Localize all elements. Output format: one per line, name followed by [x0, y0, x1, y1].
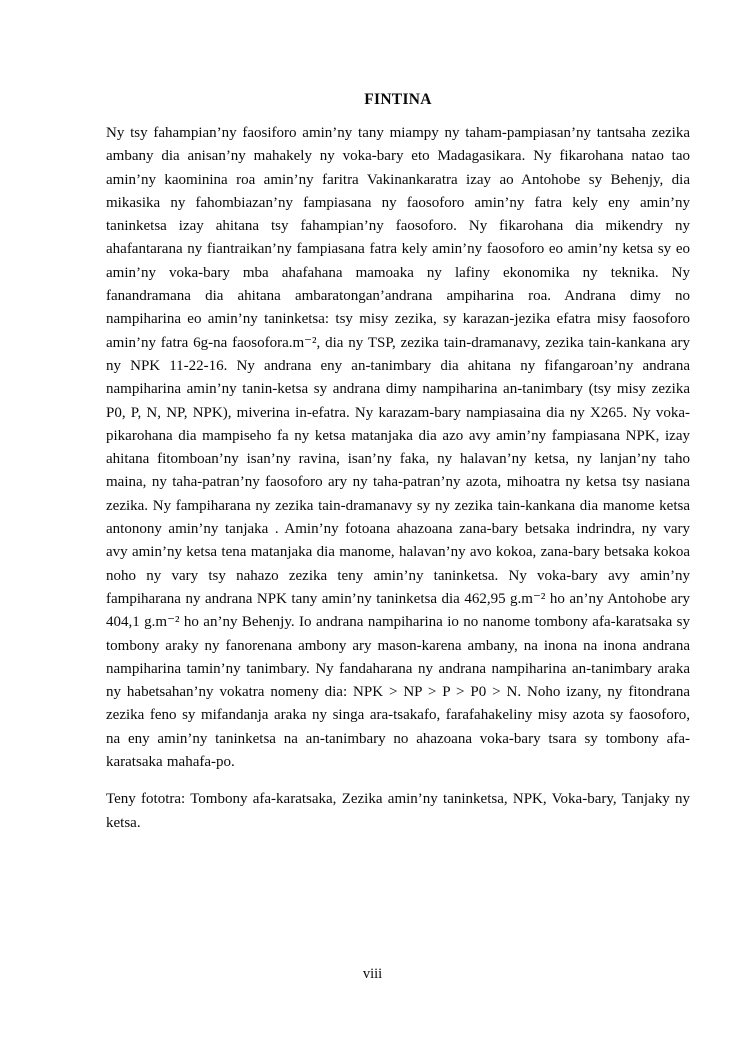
keywords-paragraph: Teny fototra: Tombony afa-karatsaka, Zezika amin’ny taninketsa, NPK, Voka-bary, Tanjaky ny ketsa. — [106, 791, 690, 831]
abstract-body-paragraph: Ny tsy fahampian’ny faosiforo amin’ny tany miampy ny taham-pampiasan’ny tantsaha zezika ambany dia anisan’ny mahakely ny voka-bary eto Madagasikara. Ny fikarohana natao tao amin’ny kaominina roa amin’ny faritra Vakinankaratra izay ao Antohobe sy Behenjy, dia mikasika ny fahombiazan’ny fampiasana ny faosoforo amin’ny fatra kely eny amin’ny taninketsa izay ahitana tsy fahampian’ny faosoforo. Ny fikarohana dia mikendry ny ahafantarana ny fiantraikan’ny fampiasana fatra kely amin’ny faosoforo eo amin’ny ketsa sy eo amin’ny voka-bary mba ahafahana mamoaka ny lafiny ekonomika ny teknika. Ny fanandramana dia ahitana ambaratongan’andrana ampiharina roa. Andrana dimy no nampiharina eo amin’ny taninketsa: tsy misy zezika, sy karazan-jezika efatra misy faosoforo amin’ny fatra 6g-na faosofora.m⁻², dia ny TSP, zezika tain-dramanavy, zezika tain-kankana ary ny NPK 11-22-16. Ny andrana eny an-tanimbary dia ahitana ny fifangaroan’ny andrana nampiharina amin’ny tanin-ketsa sy andrana dimy nampiharina an-tanimbary (tsy misy zezika P0, P, N, NP, NPK), miverina in-efatra. Ny karazam-bary nampiasaina dia ny X265. Ny voka-pikarohana dia mampiseho fa ny ketsa matanjaka dia azo avy amin’ny fampiasana NPK, izay ahitana fitomboan’ny isan’ny ravina, isan’ny faka, ny halavan’ny ketsa, ny lanjan’ny taho maina, ny taha-patran’ny faosoforo ary ny taha-patran’ny azota, mihoatra ny ketsa tsy nasiana zezika. Ny fampiharana ny zezika tain-dramanavy sy ny zezika tain-kankana dia manome ketsa antonony amin’ny tanjaka . Amin’ny fotoana ahazoana zana-bary betsaka indrindra, ny vary avy amin’ny ketsa tena matanjaka dia manome, halavan’ny avo kokoa, zana-bary betsaka kokoa noho ny vary tsy nahazo zezika teny amin’ny taninketsa. Ny voka-bary avy amin’ny fampiharana ny andrana NPK tany amin’ny taninketsa dia 462,95 g.m⁻² ho an’ny Antohobe ary 404,1 g.m⁻² ho an’ny Behenjy. Io andrana nampiharina io no nanome tombony afa-karatsaka sy tombony araky ny fanorenana ambony ary mason-karena ambany, na inona na inona andrana nampiharina tamin’ny tanimbary. Ny fandaharana ny andrana nampiharina an-tanimbary araka ny habetsahan’ny vokatra nomeny dia: NPK > NP > P > P0 > N. Noho izany, ny fitondrana zezika feno sy mifandanja araka ny singa ara-tsakafo, farafahakeliny misy azota sy faosoforo, na eny amin’ny taninketsa na an-tanimbary no ahazoana voka-bary tsara sy tombony afa-karatsaka mahafa-po. — [106, 125, 690, 771]
page-number: viii — [362, 966, 383, 982]
abstract-section — [106, 90, 690, 835]
abstract-title: FINTINA — [364, 91, 432, 108]
